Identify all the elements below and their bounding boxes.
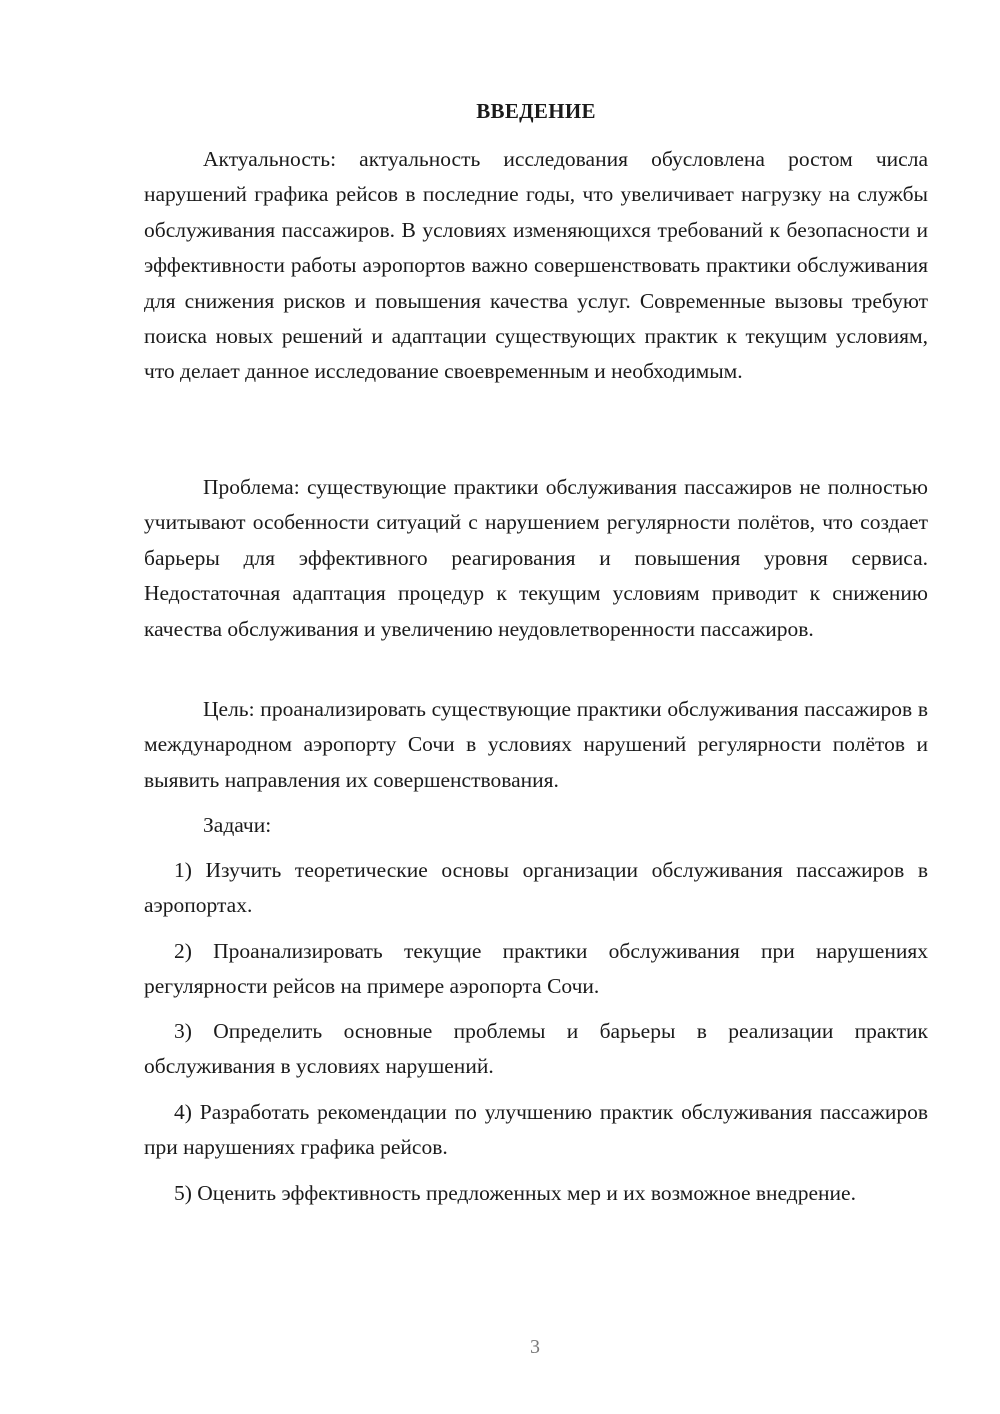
paragraph-problem: Проблема: существующие практики обслуживания пассажиров не полностью учитывают особенности ситуаций с нарушением регулярности полётов, что создает барьеры для эффективного реагирования и повышения уровня сервиса. Недостаточная адаптация процедур к текущим условиям приводит к снижению качества обслуживания и увеличению неудовлетворенности пассажиров.: [144, 475, 928, 641]
section-title: ВВЕДЕНИЕ: [476, 99, 596, 123]
task-item-5: 5) Оценить эффективность предложенных мер и их возможное внедрение.: [174, 1181, 856, 1205]
paragraph-goal: Цель: проанализировать существующие практики обслуживания пассажиров в международном аэропорту Сочи в условиях нарушений регулярности полётов и выявить направления их совершенствования.: [144, 697, 928, 792]
task-item-1: 1) Изучить теоретические основы организации обслуживания пассажиров в аэропортах.: [144, 858, 928, 918]
page-number: 3: [530, 1336, 540, 1358]
task-item-3: 3) Определить основные проблемы и барьеры в реализации практик обслуживания в условиях нарушений.: [144, 1019, 928, 1079]
paragraph-relevance: Актуальность: актуальность исследования обусловлена ростом числа нарушений графика рейсов в последние годы, что увеличивает нагрузку на службы обслуживания пассажиров. В условиях изменяющихся требований к безопасности и эффективности работы аэропортов важно совершенствовать практики обслуживания для снижения рисков и повышения качества услуг. Современные вызовы требуют поиска новых решений и адаптации существующих практик к текущим условиям, что делает данное исследование своевременным и необходимым.: [144, 147, 928, 384]
task-item-2: 2) Проанализировать текущие практики обслуживания при нарушениях регулярности рейсов на примере аэропорта Сочи.: [144, 939, 928, 999]
task-item-4: 4) Разработать рекомендации по улучшению практик обслуживания пассажиров при нарушениях графика рейсов.: [144, 1100, 928, 1160]
tasks-heading: Задачи:: [203, 813, 272, 837]
